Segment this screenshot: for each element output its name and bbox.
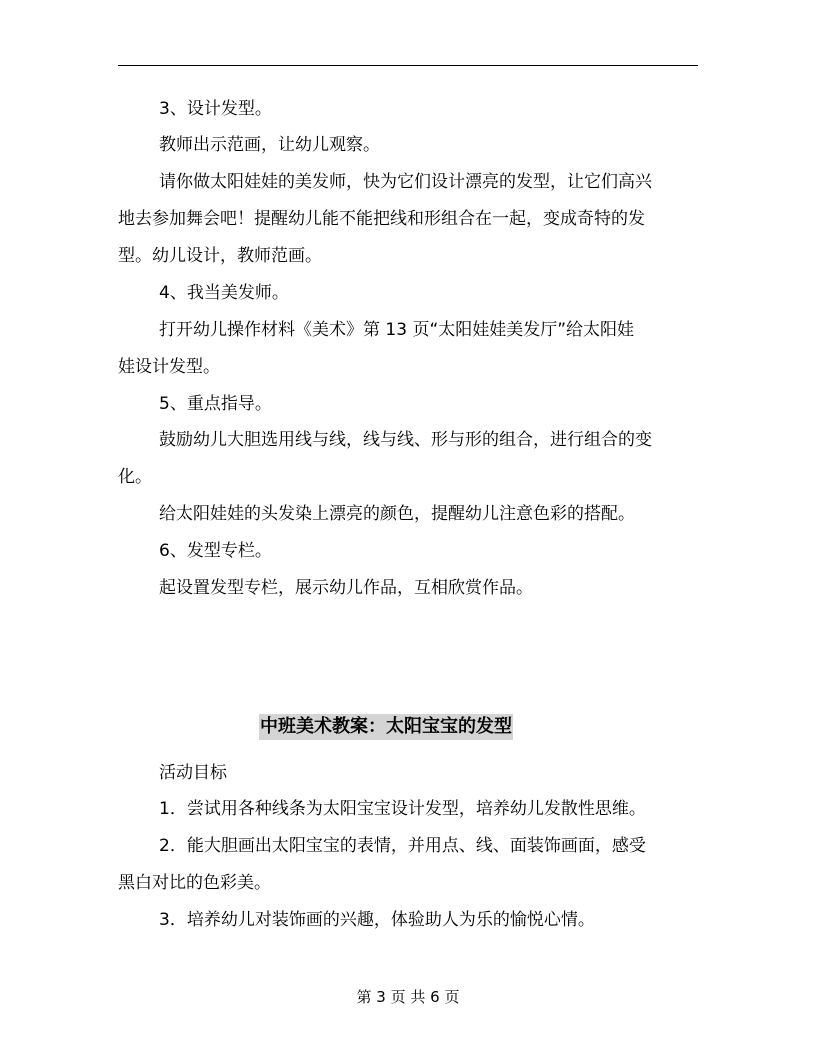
paragraph-line: 教师出示范画，让幼儿观察。	[159, 135, 380, 155]
step-6-heading: 6、发型专栏。	[159, 541, 272, 561]
lesson-title: 中班美术教案：太阳宝宝的发型	[259, 714, 513, 740]
paragraph-line: 给太阳娃娃的头发染上漂亮的颜色，提醒幼儿注意色彩的搭配。	[159, 504, 635, 524]
objective-item: 1．尝试用各种线条为太阳宝宝设计发型，培养幼儿发散性思维。	[159, 799, 646, 819]
paragraph-line: 请你做太阳娃娃的美发师，快为它们设计漂亮的发型，让它们高兴	[159, 172, 652, 192]
paragraph-line: 鼓励幼儿大胆选用线与线，线与线、形与形的组合，进行组合的变	[159, 430, 652, 450]
paragraph-line: 化。	[118, 467, 152, 487]
objective-item-continued: 黑白对比的色彩美。	[118, 873, 271, 893]
paragraph-line: 型。幼儿设计，教师范画。	[118, 246, 322, 266]
paragraph-line: 起设置发型专栏，展示幼儿作品，互相欣赏作品。	[159, 578, 533, 598]
step-3-heading: 3、设计发型。	[159, 99, 272, 119]
step-5-heading: 5、重点指导。	[159, 394, 272, 414]
page-number-footer: 第 3 页 共 6 页	[356, 988, 460, 1006]
paragraph-line: 娃设计发型。	[118, 357, 220, 377]
paragraph-line: 打开幼儿操作材料《美术》第 13 页“太阳娃娃美发厅”给太阳娃	[159, 320, 635, 340]
header-rule	[118, 65, 698, 66]
objective-item: 3．培养幼儿对装饰画的兴趣，体验助人为乐的愉悦心情。	[159, 910, 595, 930]
objective-item: 2．能大胆画出太阳宝宝的表情，并用点、线、面装饰画面，感受	[159, 836, 646, 856]
paragraph-line: 地去参加舞会吧！提醒幼儿能不能把线和形组合在一起，变成奇特的发	[118, 209, 645, 229]
objectives-heading: 活动目标	[159, 763, 227, 783]
step-4-heading: 4、我当美发师。	[159, 283, 289, 303]
